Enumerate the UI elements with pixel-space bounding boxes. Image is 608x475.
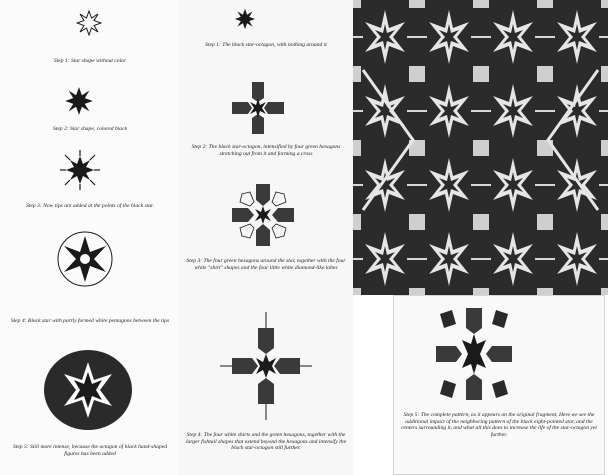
- left-step1-caption: Step 1: Star shape without color: [53, 58, 127, 64]
- mid-step2-caption: Step 2: The black star-octagon, intensified by four green hexagons stretching out from it and forming a cross: [191, 144, 341, 157]
- left-step4-caption: Step 4: Black star with partly formed white pentagons between the tips: [10, 318, 170, 324]
- mid-step4-caption: Step 4: The four white shirts and the green hexagons, together with the larger fishtail shapes that extend beyond the hexagons and intensify the black star-octagon still further.: [185, 432, 347, 452]
- star-outline-figure: [76, 10, 102, 36]
- complete-pattern-figure: [422, 300, 532, 408]
- mid-step3-caption: Step 3: The four green hexagons around the star, together with the four white "shirt" shapes and the four little white diamond-like lobes: [186, 258, 346, 271]
- fragment-pattern-image: [353, 0, 608, 295]
- star-hands-figure: [40, 346, 136, 434]
- star-black-figure: [64, 86, 94, 116]
- original-fragment-photo: [353, 0, 608, 295]
- left-step3-caption: Step 3: Now tips are added at the points of the black star.: [26, 203, 154, 209]
- star-pentagons-figure: [54, 228, 116, 290]
- left-column-panel: [0, 0, 178, 475]
- star-fishtail-figure: [218, 310, 314, 422]
- mid-step1-caption: Step 1: The black star-octagon, with nothing around it: [205, 42, 327, 48]
- star-octagon-figure: [234, 8, 256, 30]
- middle-column-panel: [178, 0, 353, 475]
- left-step5-caption: Step 5: Still more intense, because the octagon of black hand-shaped figures has been added: [12, 444, 168, 457]
- left-step2-caption: Step 2: Star shape, colored black: [52, 126, 128, 132]
- complete-pattern-panel: [393, 295, 605, 475]
- right-step5-caption: Step 5: The complete pattern, as it appears on the original fragment. Here we see the additional impact of the neighboring pattern of the black eight-pointed star, and the centers surrounding it, and what all this does to increase the life of the star-octagon yet further.: [401, 412, 597, 438]
- star-shirts-figure: [228, 180, 298, 250]
- star-hexagon-cross-figure: [230, 80, 286, 136]
- star-tipped-figure: [60, 150, 100, 190]
